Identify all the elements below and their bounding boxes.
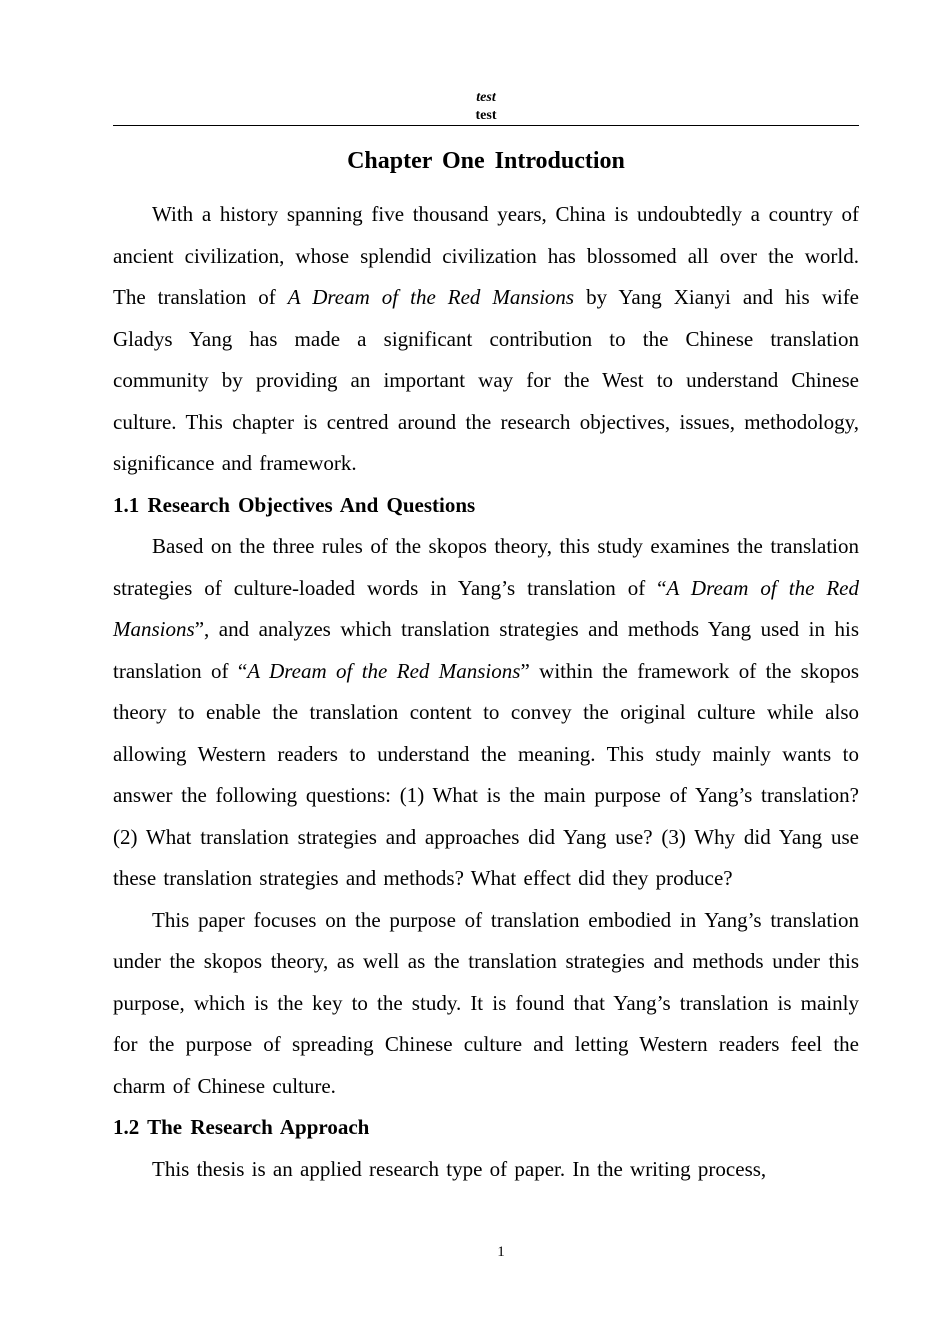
approach-paragraph: This thesis is an applied research type of paper. In the writing process,: [152, 1156, 767, 1181]
objectives-text-1: Based on the three rules of the skopos theory, this study examines the translation strategies of culture-loaded words in Yang’s translation of “: [113, 534, 859, 600]
header-line-2: test: [475, 108, 497, 123]
intro-text-2: by Yang Xianyi and his wife Gladys Yang has made a significant contribution to the Chinese translation community by providing an important way for the West to understand Chinese culture. This chapter is centred around the research objectives, issues, methodology, significance and framework.: [113, 285, 860, 475]
focus-paragraph: This paper focuses on the purpose of translation embodied in Yang’s translation under the skopos theory, as well as the translation strategies and methods under this purpose, which is the key to the study. It is found that Yang’s translation is mainly for the purpose of spreading Chinese culture and letting Western readers feel the charm of Chinese culture.: [113, 907, 859, 1098]
intro-book-title: A Dream of the Red Mansions: [287, 285, 575, 309]
running-header: [113, 89, 859, 125]
section-heading-1-1: 1.1 Research Objectives And Questions: [113, 492, 476, 517]
header-rule: [113, 125, 859, 126]
objectives-text-2: ”, and analyzes which translation strategies and methods Yang used in his translation of “: [113, 617, 859, 683]
objectives-book-title-2: A Dream of the Red Mansions: [247, 658, 521, 683]
objectives-text-3: ” within the framework of the skopos theory to enable the translation content to convey the original culture while also allowing Western readers to understand the meaning. This study mainly wants to answer the following questions: (1) What is the main purpose of Yang’s translation? (2) What translation strategies and approaches did Yang use? (3) Why did Yang use these translation strategies and methods? What effect did they produce?: [113, 658, 859, 890]
document-page: [113, 0, 859, 1344]
chapter-title: Chapter One Introduction: [347, 148, 625, 174]
objectives-book-title-1: A Dream of the Red Mansions: [113, 575, 859, 641]
objectives-paragraph: [113, 526, 859, 900]
intro-paragraph: [113, 194, 859, 485]
page-number: 1: [497, 1244, 505, 1260]
header-line-1: test: [476, 90, 496, 105]
document-body: [113, 194, 859, 1190]
section-heading-1-2: 1.2 The Research Approach: [113, 1115, 370, 1139]
intro-text-1: With a history spanning five thousand years, China is undoubtedly a country of ancient civilization, whose splendid civilization has blossomed all over the world. The translation of: [113, 202, 859, 309]
